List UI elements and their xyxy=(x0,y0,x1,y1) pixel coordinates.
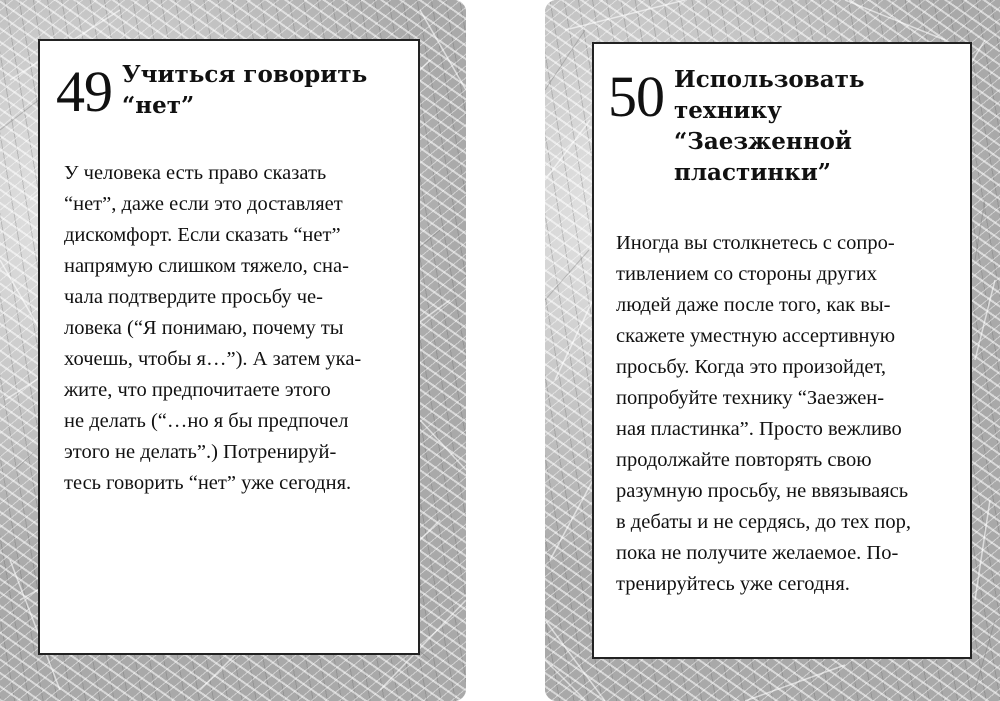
title-line: технику xyxy=(674,97,782,124)
title-line: “Заезженной xyxy=(674,128,852,155)
card-number: 49 xyxy=(56,59,112,124)
card-header xyxy=(608,64,934,188)
body-line: в дебаты и не сердясь, до тех пор, xyxy=(616,511,912,533)
card-number: 50 xyxy=(608,64,664,129)
card-50 xyxy=(545,0,1000,701)
title-line: Учиться говорить xyxy=(122,61,368,88)
body-line: хочешь, чтобы я…”). А затем ука- xyxy=(64,348,362,370)
card-panel xyxy=(38,39,420,655)
body-line: просьбу. Когда это произойдет, xyxy=(616,356,887,378)
body-line: пока не получите желаемое. По- xyxy=(616,542,899,564)
body-line: У человека есть право сказать xyxy=(64,162,327,184)
body-line: людей даже после того, как вы- xyxy=(616,294,891,316)
body-line: напрямую слишком тяжело, сна- xyxy=(64,255,349,277)
card-49 xyxy=(0,0,466,701)
body-line: этого не делать”.) Потренируй- xyxy=(64,441,337,463)
card-body-text xyxy=(616,228,956,600)
body-line: не делать (“…но я бы предпочел xyxy=(64,410,349,432)
body-line: разумную просьбу, не ввязываясь xyxy=(616,480,909,502)
body-line: тренируйтесь уже сегодня. xyxy=(616,573,850,595)
body-line: тесь говорить “нет” уже сегодня. xyxy=(64,472,352,494)
body-line: ная пластинка”. Просто вежливо xyxy=(616,418,902,440)
card-header xyxy=(56,59,392,124)
body-line: ловека (“Я понимаю, почему ты xyxy=(64,317,344,339)
body-line: скажете уместную ассертивную xyxy=(616,325,896,347)
body-line: чала подтвердите просьбу че- xyxy=(64,286,323,308)
body-line: дискомфорт. Если сказать “нет” xyxy=(64,224,341,246)
title-line: Использовать xyxy=(674,66,865,93)
body-line: Иногда вы столкнетесь с сопро- xyxy=(616,232,895,254)
card-body-text xyxy=(64,158,404,499)
card-panel xyxy=(592,42,972,659)
body-line: продолжайте повторять свою xyxy=(616,449,872,471)
body-line: тивлением со стороны других xyxy=(616,263,877,285)
title-line: “нет” xyxy=(122,92,195,119)
body-line: жите, что предпочитаете этого xyxy=(64,379,331,401)
body-line: попробуйте технику “Заезжен- xyxy=(616,387,885,409)
body-line: “нет”, даже если это доставляет xyxy=(64,193,343,215)
card-title xyxy=(674,64,934,188)
title-line: пластинки” xyxy=(674,159,832,186)
card-title xyxy=(122,59,392,121)
